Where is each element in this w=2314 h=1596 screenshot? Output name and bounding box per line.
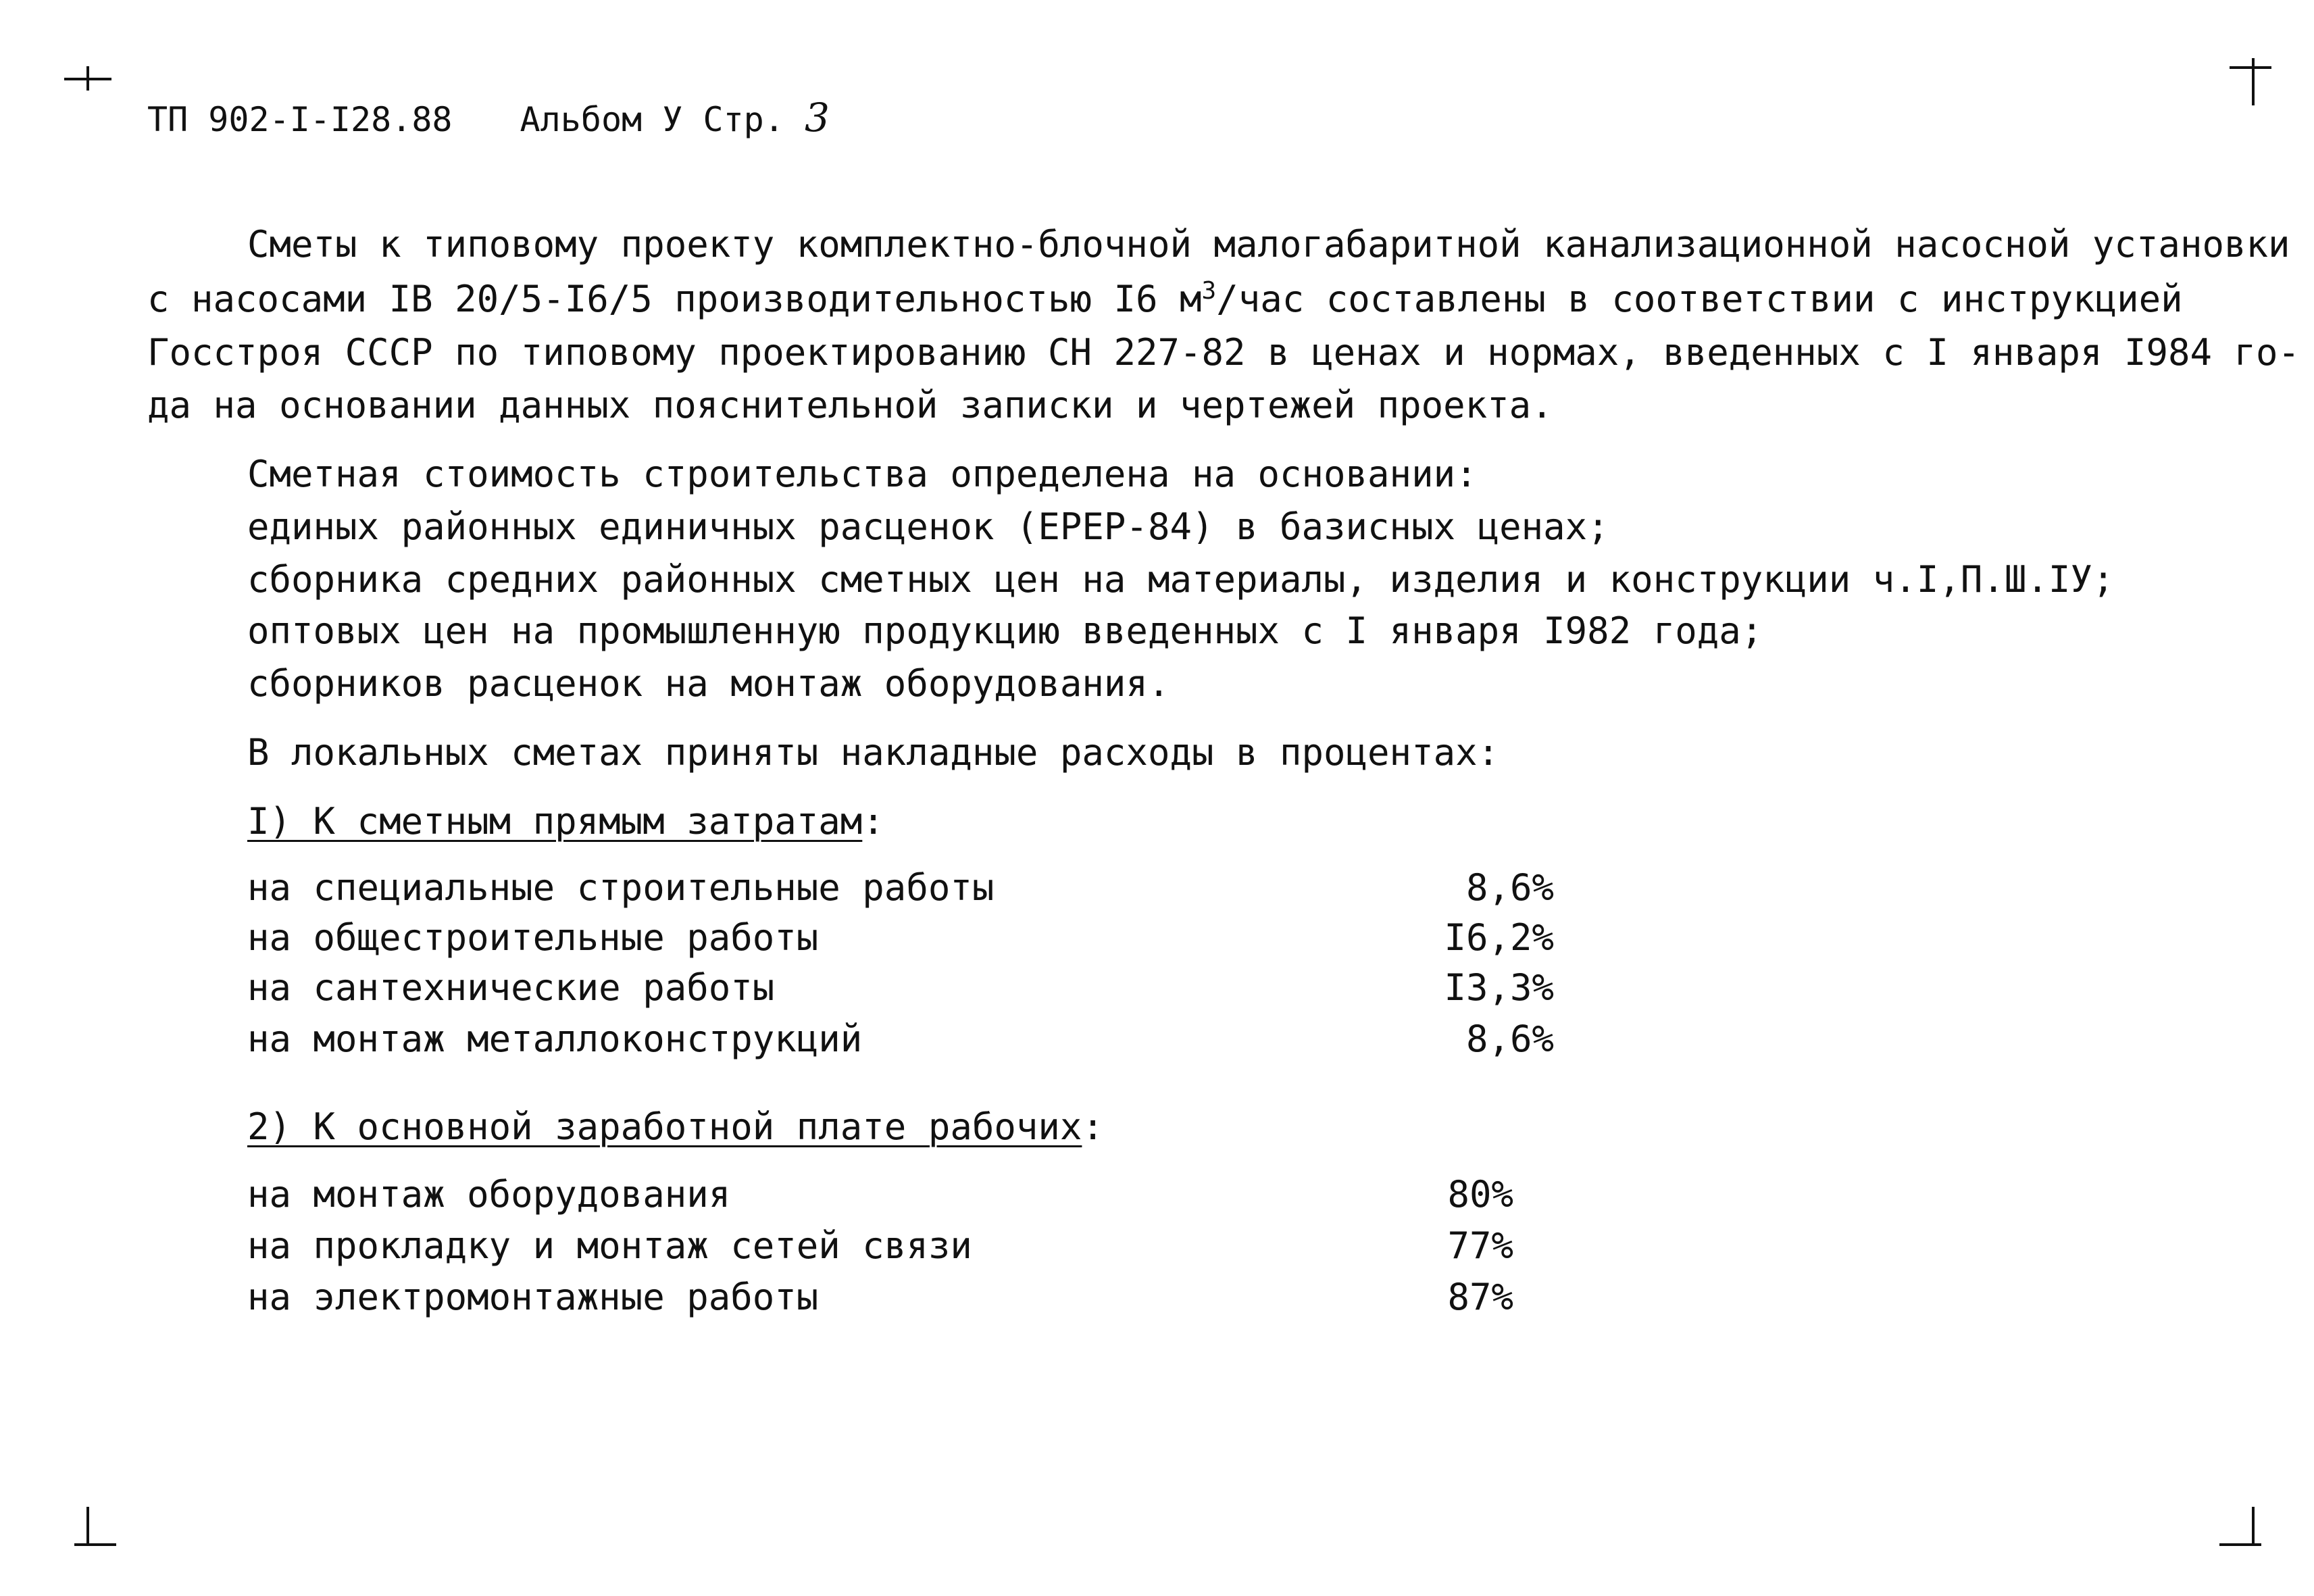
section-2-title: 2) К основной заработной плате рабочих: <box>247 1105 1104 1148</box>
basis-item: сборника средних районных сметных цен на материалы, изделия и конструкции ч.I,П.Ш.IУ; <box>247 558 2115 601</box>
section-1-title: I) К сметным прямым затратам: <box>247 800 884 843</box>
corner-mark-top-left-v <box>86 66 89 91</box>
basis-item: сборников расценок на монтаж оборудования. <box>247 662 1170 705</box>
corner-mark-top-right-h <box>2230 66 2271 69</box>
intro-line-2 <box>147 277 2183 320</box>
section-1-row-label: на общестроительные работы <box>247 916 819 959</box>
intro-line-2b: /час составлены в соответствии с инструкцией <box>1216 278 2183 320</box>
page-header <box>147 95 830 141</box>
corner-mark-top-right-v <box>2252 58 2255 105</box>
basis-heading: Сметная стоимость строительства определена на основании: <box>247 453 1478 495</box>
document-code: ТП 902-I-I28.88 <box>147 100 453 139</box>
section-1-row-label: на специальные строительные работы <box>247 866 995 909</box>
section-2-row-value: 80% <box>1447 1173 1513 1216</box>
intro-line-1: Сметы к типовому проекту комплектно-блочной малогабаритной канализационной насосной установки <box>247 223 2290 266</box>
corner-mark-bottom-left-h <box>74 1543 116 1546</box>
page-number: 3 <box>805 95 830 141</box>
basis-item: оптовых цен на промышленную продукцию введенных с I января I982 года; <box>247 609 1763 652</box>
section-1-row-value: 8,6% <box>1465 1018 1554 1060</box>
intro-line-3: Госстроя СССР по типовому проектированию СН 227-82 в ценах и нормах, введенных с I января I984 го- <box>147 331 2300 374</box>
basis-item: единых районных единичных расценок (ЕРЕР-84) в базисных ценах; <box>247 505 1609 548</box>
section-1-row-label: на монтаж металлоконструкций <box>247 1018 863 1060</box>
section-1-row-value: I3,3% <box>1444 966 1554 1009</box>
corner-mark-bottom-right-v <box>2252 1507 2255 1545</box>
section-1-title-text: I) К сметным прямым затратам <box>247 800 863 843</box>
section-1-row-label: на сантехнические работы <box>247 966 775 1009</box>
album-label: Альбом У Стр. <box>520 100 784 139</box>
intro-line-2a: с насосами IВ 20/5-I6/5 производительностью I6 м <box>147 278 1202 320</box>
section-2-row-value: 77% <box>1447 1224 1513 1267</box>
section-2-title-text: 2) К основной заработной плате рабочих <box>247 1105 1082 1148</box>
intro-superscript: 3 <box>1201 277 1217 305</box>
section-2-row-label: на электромонтажные работы <box>247 1276 819 1318</box>
corner-mark-bottom-left-v <box>86 1507 89 1545</box>
section-2-row-label: на монтаж оборудования <box>247 1173 731 1216</box>
overhead-heading: В локальных сметах приняты накладные расходы в процентах: <box>247 731 1500 774</box>
section-2-row-value: 87% <box>1447 1276 1513 1318</box>
section-1-row-value: 8,6% <box>1465 866 1554 909</box>
intro-line-4: да на основании данных пояснительной записки и чертежей проекта. <box>147 384 1553 426</box>
section-2-row-label: на прокладку и монтаж сетей связи <box>247 1224 972 1267</box>
section-1-row-value: I6,2% <box>1444 916 1554 959</box>
corner-mark-bottom-right-h <box>2219 1543 2261 1546</box>
